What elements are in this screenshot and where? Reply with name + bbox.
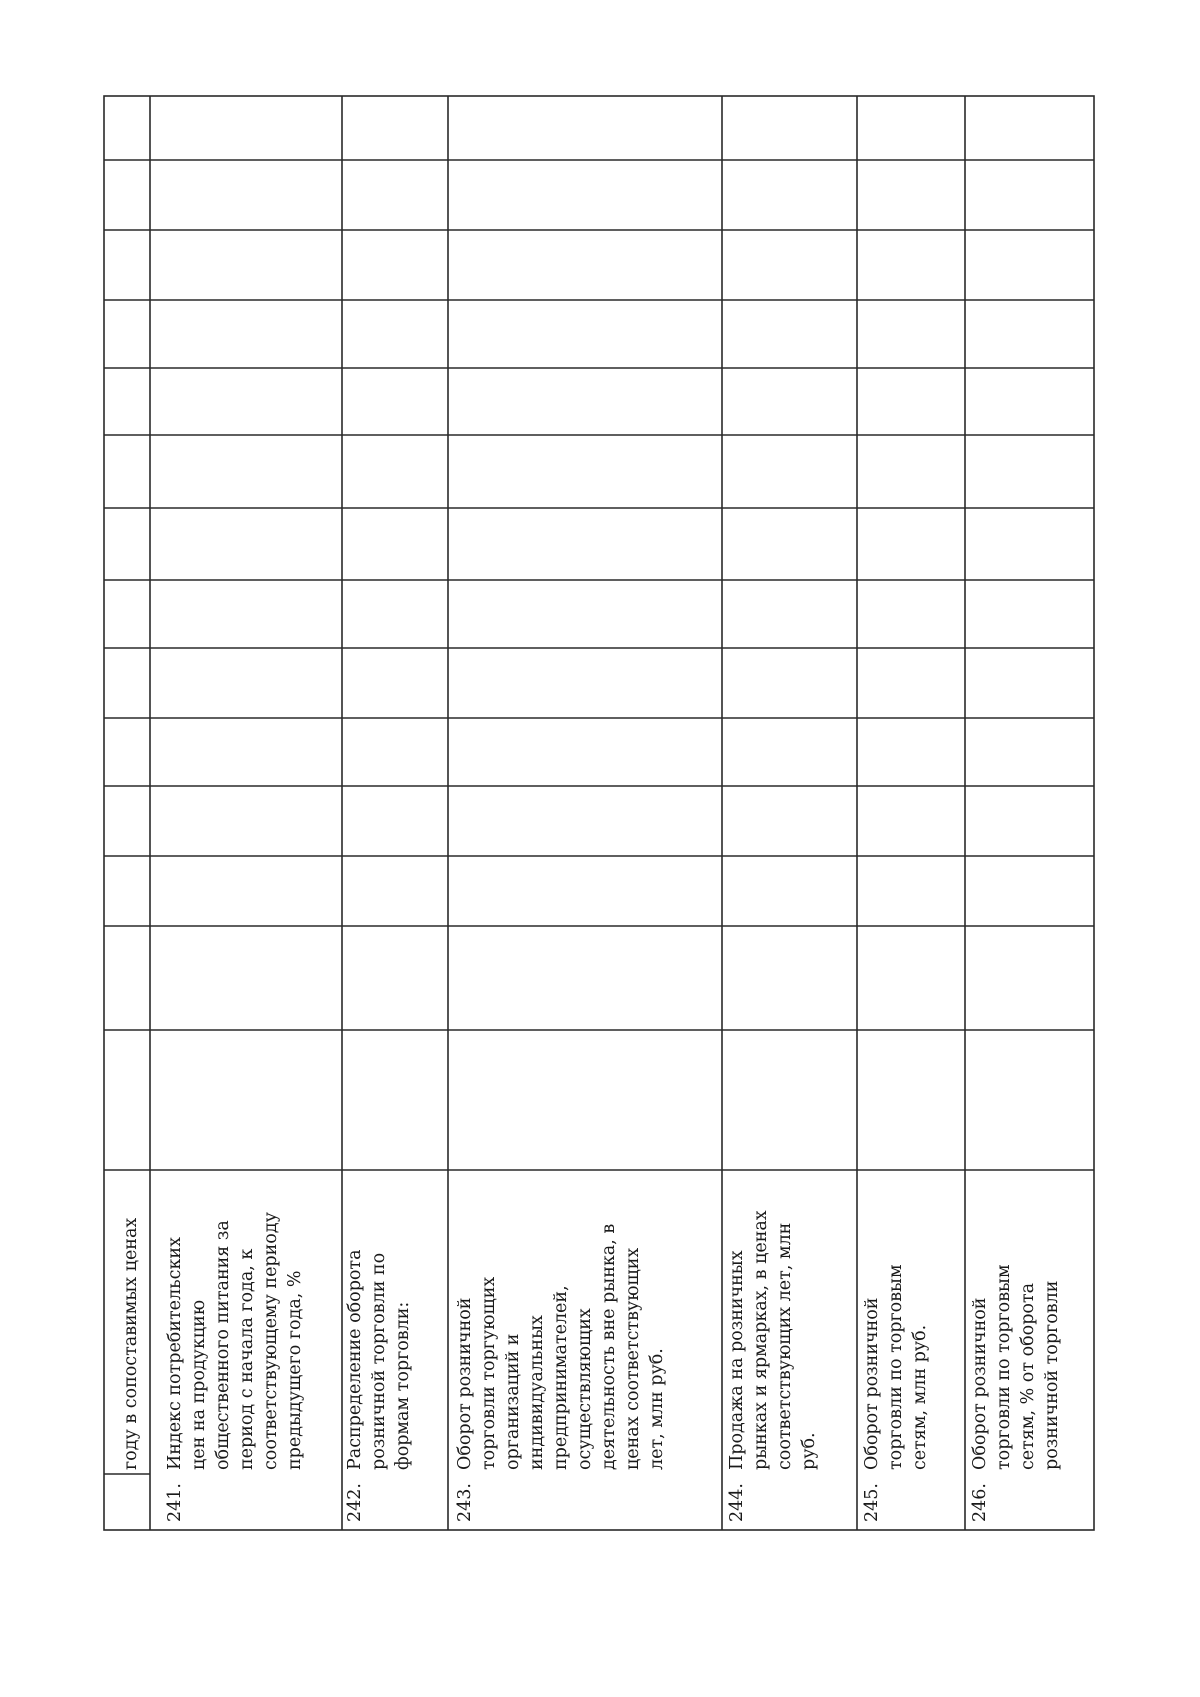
- row-label-line: Оборот розничной: [970, 1297, 990, 1470]
- row-label-line: ценах соответствующих: [623, 1247, 643, 1470]
- row-number: 245.: [862, 1483, 882, 1522]
- row-number: 242.: [345, 1483, 365, 1522]
- row-label-line: розничной торговли: [1042, 1280, 1062, 1470]
- row-label-line: соответствующих лет, млн: [775, 1222, 795, 1470]
- row-label-line: лет, млн руб.: [647, 1348, 667, 1470]
- row-label-line: предпринимателей,: [551, 1285, 571, 1470]
- table-row: [345, 1249, 413, 1522]
- row-label-line: руб.: [799, 1432, 819, 1470]
- row-number: 246.: [970, 1483, 990, 1522]
- row-number: 241.: [165, 1483, 185, 1522]
- row-label-line: общественного питания за: [213, 1220, 233, 1470]
- row-label-line: Распределение оборота: [345, 1249, 365, 1470]
- row-label-line: Оборот розничной: [455, 1297, 475, 1470]
- row-label-line: формам торговли:: [393, 1301, 413, 1470]
- row-label-line: предыдущего года, %: [285, 1270, 305, 1470]
- row-label-line: Индекс потребительских: [165, 1237, 185, 1470]
- row-number: 244.: [727, 1483, 747, 1522]
- table-row: [455, 1224, 667, 1522]
- row-label-line: торговли по торговым: [886, 1264, 906, 1470]
- table-rows: [165, 1210, 1062, 1522]
- table-row: [862, 1264, 930, 1522]
- row-label-line: период с начала года, к: [237, 1248, 257, 1470]
- row-label-line: Оборот розничной: [862, 1297, 882, 1470]
- row-label-line: торговли торгующих: [479, 1276, 499, 1470]
- row-label-line: организаций и: [503, 1333, 523, 1470]
- row-label-line: сетям, млн руб.: [910, 1324, 930, 1470]
- row-label-line: осуществляющих: [575, 1308, 595, 1470]
- row-label-line: розничной торговли по: [369, 1252, 389, 1470]
- header-fragment: [121, 1218, 141, 1470]
- row-label-line: Продажа на розничных: [727, 1250, 747, 1470]
- row-label-line: деятельность вне рынка, в: [599, 1223, 619, 1470]
- row-label-line: сетям, % от оборота: [1018, 1282, 1038, 1470]
- table-row: [727, 1210, 819, 1522]
- row-label-line: рынках и ярмарках, в ценах: [751, 1210, 771, 1470]
- row-label-line: торговли по торговым: [994, 1264, 1014, 1470]
- row-number: 243.: [455, 1483, 475, 1522]
- row-label-line: соответствующему периоду: [261, 1212, 281, 1470]
- row-label-line: цен на продукцию: [189, 1299, 209, 1470]
- table-row: [165, 1211, 305, 1522]
- row-label-line: индивидуальных: [527, 1315, 547, 1470]
- table-row: [970, 1264, 1062, 1522]
- header-fragment-text: году в сопоставимых ценах: [121, 1217, 141, 1470]
